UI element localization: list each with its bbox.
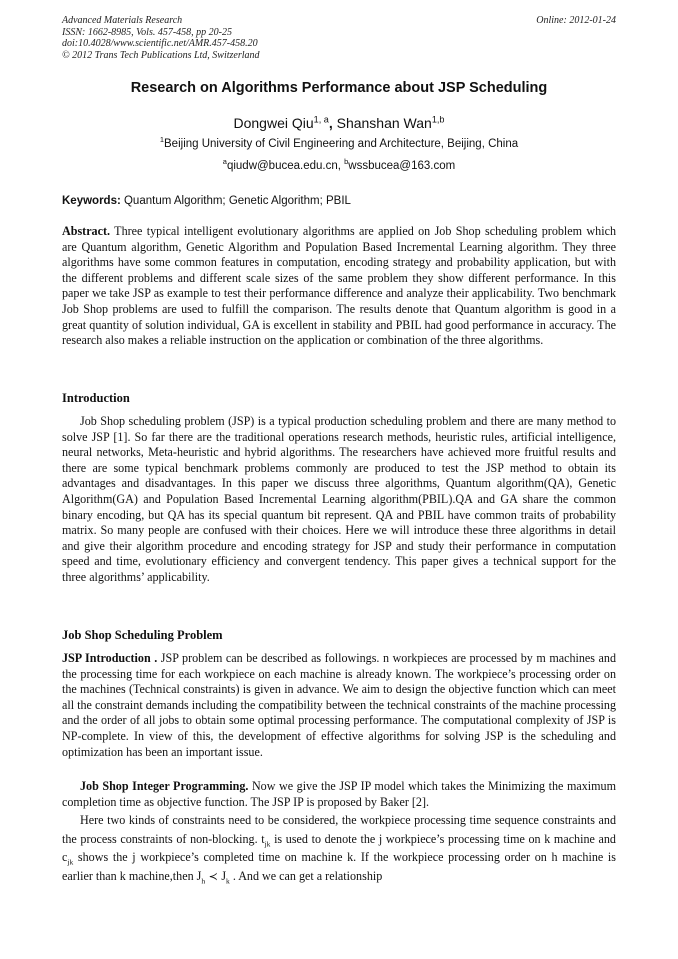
section-heading-jsp: Job Shop Scheduling Problem [62, 628, 223, 642]
affiliation-superscript: 1 [159, 135, 165, 145]
email-superscript: b [344, 157, 349, 167]
jsp-intro-text: JSP problem can be described as followings. n workpieces are processed by m machines and the processing time for each workpiece on each machine is already known. The workpiece’s processing order on the machines (Technical constraints) is given in advance. We aim to design the objective function which can meet all the constraint demands including the compatibility between the technical constraints of the machine processing and the order of all jobs to obtain some optimal processing performance. The computational complexity of JSP is NP-complete. In view of this, the development of effective algorithms for solving JSP is the scheduling and optimization has been an important issue. [62, 651, 616, 759]
constraints-text: is used to denote the j workpiece’s processing time on k machine and c [62, 831, 616, 865]
constraints-paragraph [62, 811, 616, 886]
abstract-label: Abstract. [62, 224, 111, 238]
author-superscript: 1,b [431, 114, 445, 125]
doi-line: doi:10.4028/www.scientific.net/AMR.457-458.20 [62, 38, 258, 49]
email-link[interactable]: qiudw@bucea.edu.cn [226, 160, 338, 172]
keywords [62, 195, 616, 207]
journal-header [62, 15, 616, 61]
constraints-text: shows the j workpiece’s completed time on machine k. If the workpiece processing order on h machine is earlier than k machine,then J [62, 850, 616, 883]
constraints-text: Here two kinds of constraints need to be considered, the workpiece processing time sequence constraints and the process constraints of non-blocking. t [62, 813, 616, 846]
author-superscript: 1, a [313, 114, 329, 125]
author-line [62, 115, 616, 131]
precedes-symbol: ≺ [205, 869, 222, 883]
subscript: jk [67, 857, 74, 867]
abstract-text: Three typical intelligent evolutionary algorithms are applied on Job Shop scheduling problem which are Quantum algorithm, Genetic Algorithm and Population Based Incremental Learning algorithm. They three algorithms have some common features in computation, encoding strategy and probability application, but with the different problems and different scale sizes of the same problem they show different performance. In this paper we take JSP as example to test their performance difference and analyze their applicability. Two benchmark Job Shop problems are used to fulfill the comparison. The results denote that Quantum algorithm is good in a great quantity of solution individual, GA is excellent in stability and PBIL had good performance in accuracy. The research also makes a reliable instruction on the application or combination of the three algorithms. [62, 224, 616, 348]
jsp-ip-text: Now we give the JSP IP model which takes the Minimizing the maximum completion time as objective function. The JSP IP is proposed by Baker [2]. [62, 779, 616, 809]
affiliation-text: Beijing University of Civil Engineering and Architecture, Beijing, China [164, 138, 519, 150]
subscript: jk [264, 839, 271, 848]
author-name: Shanshan Wan [336, 115, 432, 131]
constraints-text: J [221, 868, 227, 883]
email-separator: , [337, 160, 345, 172]
email-line [62, 157, 616, 172]
section-heading-introduction: Introduction [62, 391, 130, 405]
email-superscript: a [222, 157, 227, 167]
issn-line: ISSN: 1662-8985, Vols. 457-458, pp 20-25 [62, 26, 232, 38]
jsp-intro-paragraph [62, 651, 616, 760]
online-date: Online: 2012-01-24 [536, 15, 616, 26]
author-separator: , [328, 115, 337, 131]
journal-name: Advanced Materials Research [62, 15, 183, 26]
keywords-label: Keywords: [62, 195, 121, 207]
author-name: Dongwei Qiu [233, 115, 314, 131]
affiliation [62, 135, 616, 150]
constraints-text: . And we can get a relationship [229, 868, 383, 883]
jsp-ip-label: Job Shop Integer Programming. [80, 779, 249, 793]
keywords-text: Quantum Algorithm; Genetic Algorithm; PBIL [120, 195, 351, 207]
abstract [62, 224, 616, 349]
introduction-paragraph: Job Shop scheduling problem (JSP) is a typical production scheduling problem and there are many method to solve JSP [1]. So far there are the traditional operations research methods, heuristic rules, artificial intelligence, neural networks, Meta-heuristic and hybrid algorithms. The researchers have achieved more fruitful results and there are some typical benchmark problems commonly are produced to test the JSP method to obtain its advantages and disadvantages. In this paper we discuss three algorithms, Quantum algorithm(QA), Genetic Algorithm(GA) and Population Based Incremental Learning algorithm(PBIL).QA and GA share the common binary encoding, but QA has its special quantum bit represent. QA and PBIL have common traits of probability matrix. So many people are confused with their choices. Here we will introduce these three algorithms in detail and give their algorithm procedure and encoding strategy for JSP and study their performance in computation speed and time, evolutionary efficiency and convergent tendency. This paper gives a technical support for the three algorithms’ applicability. [62, 414, 616, 584]
jsp-intro-label: JSP Introduction . [62, 651, 158, 665]
subscript: k [226, 876, 230, 886]
email-link[interactable]: wssbucea@163.com [348, 160, 456, 172]
paper-title: Research on Algorithms Performance about JSP Scheduling [130, 80, 548, 96]
jsp-ip-paragraph [62, 779, 616, 810]
subscript: h [201, 876, 206, 886]
copyright-line: © 2012 Trans Tech Publications Ltd, Switzerland [62, 49, 260, 61]
